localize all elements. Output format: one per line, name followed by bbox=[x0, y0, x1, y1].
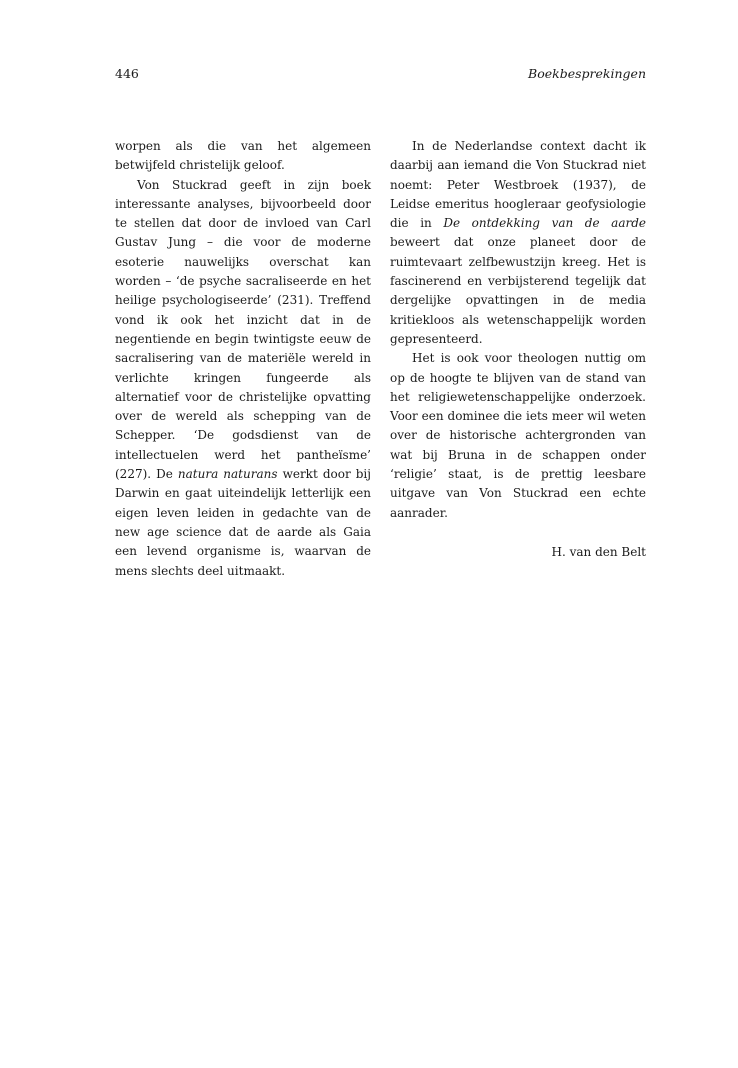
paragraph-continuation: worpen als die van het algemeen betwijfeld christelijk geloof. bbox=[115, 139, 371, 173]
italic-term: natura naturans bbox=[177, 467, 278, 482]
page-number: 446 bbox=[115, 66, 139, 81]
right-column bbox=[390, 137, 646, 562]
italic-book-title: De ontdekking van de aarde bbox=[443, 216, 646, 231]
paragraph-text: werkt door bij Darwin en gaat uiteindelijk letterlijk een eigen leven leiden in gedachte van de new age science dat de aarde als Gaia een levend organisme is, waarvan de mens slechts deel uitmaakt. bbox=[115, 467, 371, 578]
paragraph-text: Von Stuckrad geeft in zijn boek interessante analyses, bijvoorbeeld door te stellen dat door de invloed van Carl Gustav Jung – die voor de moderne esoterie nauwelijks overschat kan worden – ‘de psyche sacraliseerde en het heilige psychologiseerde’ (231). Treffend vond ik ook het inzicht dat in de negentiende en begin twintigste eeuw de sacralisering van de materiële wereld in verlichte kringen fungeerde als alternatief voor de christelijke opvatting over de wereld als schepping van de Schepper. ‘De godsdienst van de intellectuelen werd het pantheïsme’ (227). De bbox=[115, 177, 371, 482]
paragraph-text: beweert dat onze planeet door de ruimtevaart zelfbewustzijn kreeg. Het is fascinerend en verbijsterend tegelijk dat dergelijke opvattingen in de media kritiekloos als wetenschappelijk worden gepresenteerd. bbox=[390, 235, 646, 346]
author-signature: H. van den Belt bbox=[551, 544, 646, 559]
paragraph-von-stuckrad bbox=[115, 176, 371, 581]
paragraph-nederlandse-context bbox=[390, 137, 646, 349]
paragraph-text: In de Nederlandse context dacht ik daarbij aan iemand die Von Stuckrad niet noemt: Peter Westbroek (1937), de Leidse emeritus hoogleraar geofysiologie die in bbox=[390, 139, 646, 231]
paragraph-theologen: Het is ook voor theologen nuttig om op de hoogte te blijven van de stand van het religiewetenschappelijke onderzoek. Voor een dominee die iets meer wil weten over de historische achtergronden van wat bij Bruna in de schappen onder ‘religie’ staat, is de prettig leesbare uitgave van Von Stuckrad een echte aanrader. bbox=[390, 351, 646, 520]
running-head: Boekbesprekingen bbox=[528, 66, 646, 81]
left-column bbox=[115, 137, 371, 581]
